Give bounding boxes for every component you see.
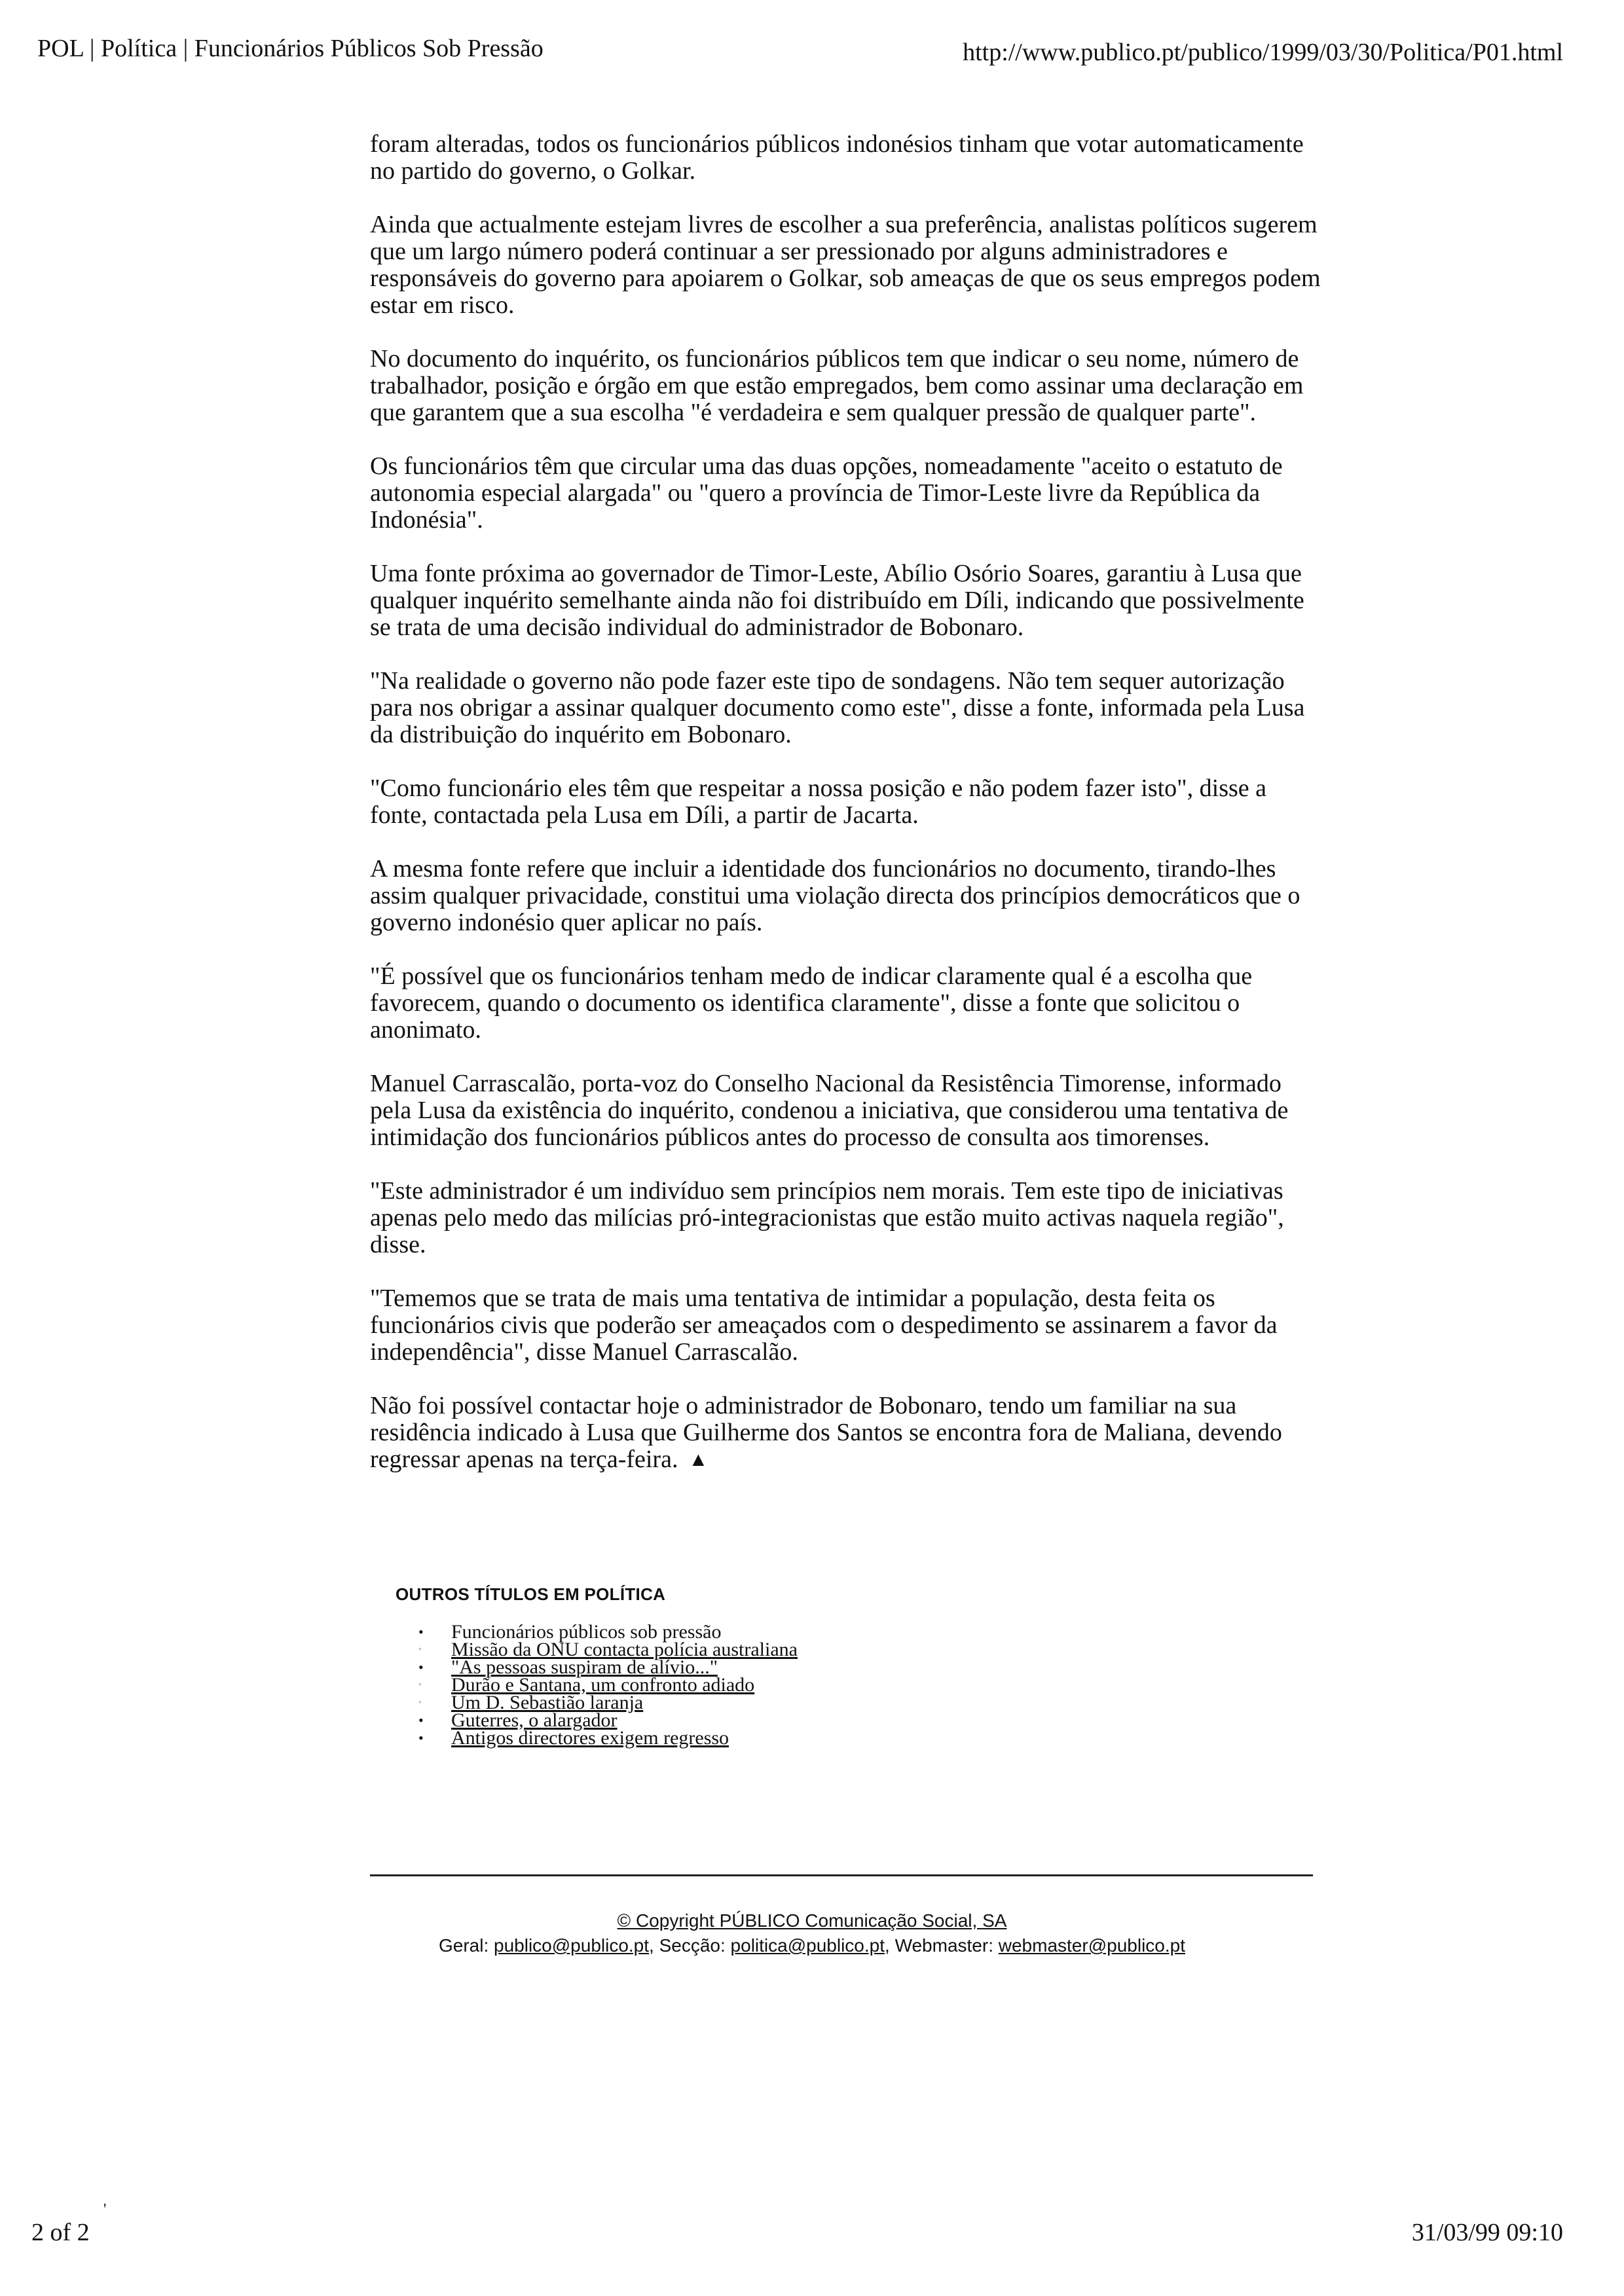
list-item[interactable] [396,1694,1378,1711]
article-paragraph: Os funcionários têm que circular uma das duas opções, nomeadamente "aceito o estatuto de autonomia especial alargada" ou "quero a província de Timor-Leste livre da República da Indonésia". [370,452,1283,534]
webmaster-label: Webmaster: [895,1935,993,1956]
page-number: 2 of 2 [31,2219,90,2246]
article-paragraph: A mesma fonte refere que incluir a identidade dos funcionários no documento, tirando-lhes assim qualquer privacidade, constitui uma violação directa dos princípios democráticos que o governo indonésio quer aplicar no país. [370,855,1301,936]
article-body [370,131,1326,1500]
article-paragraph: Uma fonte próxima ao governador de Timor-Leste, Abílio Osório Soares, garantiu à Lusa que qualquer inquérito semelhante ainda não foi distribuído em Díli, indicando que possivelmente se trata de uma decisão individual do administrador de Bobonaro. [370,560,1304,641]
geral-label: Geral: [438,1935,489,1956]
article-paragraph: foram alteradas, todos os funcionários públicos indonésios tinham que votar automaticamente no partido do governo, o Golkar. [370,130,1304,185]
copyright-link[interactable]: © Copyright PÚBLICO Comunicação Social, SA [617,1910,1007,1931]
list-item[interactable] [396,1658,1378,1676]
other-titles-heading: OUTROS TÍTULOS EM POLÍTICA [396,1584,666,1604]
seccao-label: Secção: [659,1935,726,1956]
list-item[interactable] [396,1729,1378,1747]
article-paragraph: "É possível que os funcionários tenham medo de indicar claramente qual é a escolha que favorecem, quando o documento os identifica claramente", disse a fonte que solicitou o anonimato. [370,962,1253,1044]
geral-email-link[interactable]: publico@publico.pt [494,1935,650,1956]
article-paragraph: Ainda que actualmente estejam livres de escolher a sua preferência, analistas políticos sugerem que um largo número poderá continuar a ser pressionado por alguns administradores e responsáveis do governo para apoiarem o Golkar, sob ameaças de que os seus empregos podem estar em risco. [370,211,1321,319]
article-paragraph: "Como funcionário eles têm que respeitar a nossa posição e não podem fazer isto", disse a fonte, contactada pela Lusa em Díli, a partir de Jacarta. [370,774,1267,829]
article-link[interactable]: Antigos directores exigem regresso [451,1727,729,1749]
bullet-icon: • [418,1624,424,1640]
page-title: POL | Política | Funcionários Públicos Sob Pressão [37,35,544,62]
article-paragraph: "Tememos que se trata de mais uma tentativa de intimidar a população, desta feita os funcionários civis que poderão ser ameaçados com o despedimento se assinarem a favor da independência", disse Manuel Carrascalão. [370,1285,1278,1366]
article-link[interactable]: Guterres, o alargador [451,1709,618,1731]
article-link[interactable]: Durão e Santana, um confronto adiado [451,1674,755,1696]
list-item[interactable] [396,1711,1378,1729]
article-link[interactable]: "As pessoas suspiram de alívio..." [451,1656,718,1678]
contacts-row [0,1933,1624,1958]
print-tick-mark: ' [103,2201,107,2218]
bullet-icon: • [418,1659,424,1675]
separator: , [885,1935,895,1956]
article-paragraph: "Na realidade o governo não pode fazer este tipo de sondagens. Não tem sequer autorização para nos obrigar a assinar qualquer documento como este", disse a fonte, informada pela Lusa da distribuição do inquérito em Bobonaro. [370,667,1305,748]
separator: , [649,1935,659,1956]
sub-bullet-icon: ◦ [418,1680,422,1690]
sub-bullet-icon: ◦ [418,1698,422,1707]
article-link[interactable]: Missão da ONU contacta polícia australiana [451,1639,798,1660]
other-titles-list [396,1623,1378,1747]
footer-divider [370,1874,1313,1876]
copyright-row [0,1908,1624,1933]
seccao-email-link[interactable]: politica@publico.pt [730,1935,885,1956]
page-url: http://www.publico.pt/publico/1999/03/30/Politica/P01.html [963,39,1563,66]
list-item [396,1623,1378,1641]
current-article-title: Funcionários públicos sob pressão [451,1621,722,1643]
list-item[interactable] [396,1676,1378,1694]
article-last-paragraph [370,1393,1326,1473]
article-paragraph: No documento do inquérito, os funcionários públicos tem que indicar o seu nome, número de trabalhador, posição e órgão em que estão empregados, bem como assinar uma declaração em que garantem que a sua escolha "é verdadeira e sem qualquer pressão de qualquer parte". [370,345,1304,426]
article-link[interactable]: Um D. Sebastião laranja [451,1692,644,1713]
article-paragraph-text: Não foi possível contactar hoje o administrador de Bobonaro, tendo um familiar na sua residência indicado à Lusa que Guilherme dos Santos se encontra fora de Maliana, devendo regressar apenas na terça-feira. [370,1392,1282,1473]
webmaster-email-link[interactable]: webmaster@publico.pt [998,1935,1185,1956]
bullet-icon: • [418,1712,424,1728]
sub-bullet-icon: ◦ [418,1645,422,1654]
bullet-icon: • [418,1730,424,1746]
print-datetime: 31/03/99 09:10 [1411,2219,1563,2246]
article-paragraph: Manuel Carrascalão, porta-voz do Conselho Nacional da Resistência Timorense, informado pela Lusa da existência do inquérito, condenou a iniciativa, que considerou uma tentativa de intimidação dos funcionários públicos antes do processo de consulta aos timorenses. [370,1070,1289,1151]
article-paragraph: "Este administrador é um indivíduo sem princípios nem morais. Tem este tipo de iniciativas apenas pelo medo das milícias pró-integracionistas que estão muito activas naquela região", disse. [370,1177,1284,1258]
list-item[interactable] [396,1641,1378,1658]
back-to-top-icon[interactable]: ▲ [688,1449,709,1470]
other-titles-section [396,1584,1378,1747]
